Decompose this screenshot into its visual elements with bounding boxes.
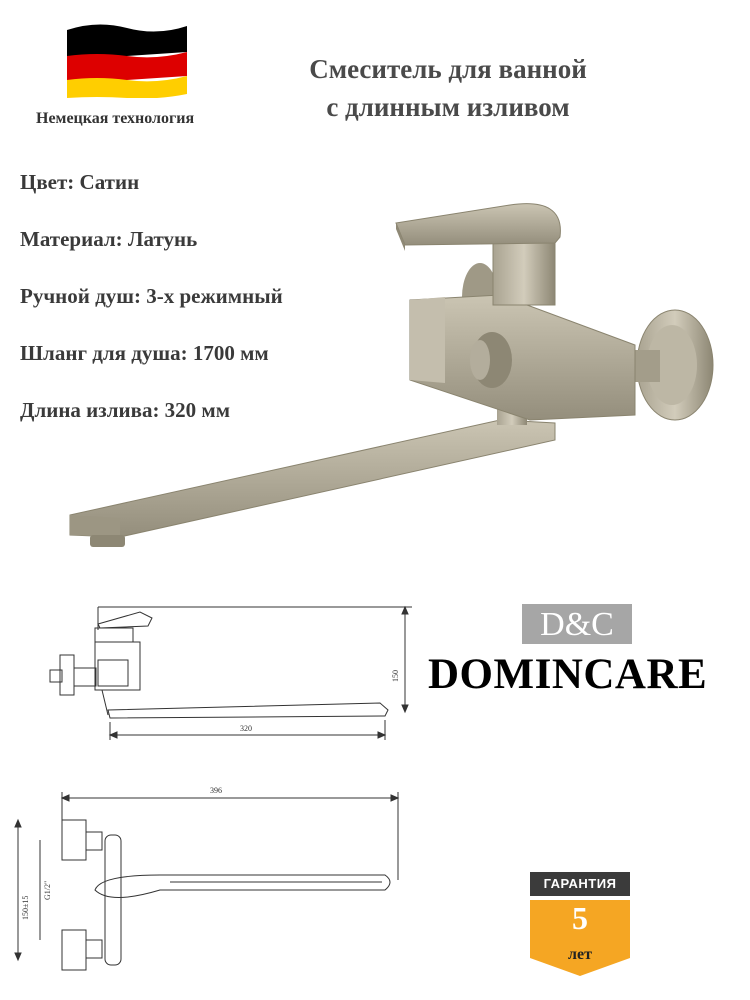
flag-caption: Немецкая технология — [36, 110, 195, 127]
title-line-2: с длинным изливом — [326, 92, 570, 122]
spec-list — [20, 170, 283, 455]
spec-hose: Шланг для душа: 1700 мм — [20, 341, 269, 365]
top-view-drawing — [10, 780, 410, 990]
spec-hand-shower: Ручной душ: 3-х режимный — [20, 284, 283, 308]
dim-thread-label: G1/2" — [43, 880, 52, 900]
page-title — [268, 50, 628, 126]
german-flag-icon — [67, 22, 187, 98]
warranty-badge — [530, 870, 630, 980]
spec-color: Цвет: Сатин — [20, 170, 140, 194]
side-view-drawing — [40, 600, 420, 750]
dim-spacing-label: 150±15 — [21, 895, 30, 920]
warranty-unit: лет — [568, 946, 592, 963]
warranty-years: 5 — [572, 900, 588, 936]
dim-width-label: 396 — [210, 786, 222, 795]
spec-material: Материал: Латунь — [20, 227, 198, 251]
spec-spout-length: Длина излива: 320 мм — [20, 398, 231, 422]
warranty-label: ГАРАНТИЯ — [530, 872, 630, 896]
dim-length-label: 320 — [240, 724, 252, 733]
dim-height-label: 150 — [391, 670, 400, 682]
brand-name: DOMINCARE — [428, 651, 708, 698]
title-line-1: Смеситель для ванной — [309, 54, 587, 84]
brand-logo: D&C — [522, 604, 632, 644]
